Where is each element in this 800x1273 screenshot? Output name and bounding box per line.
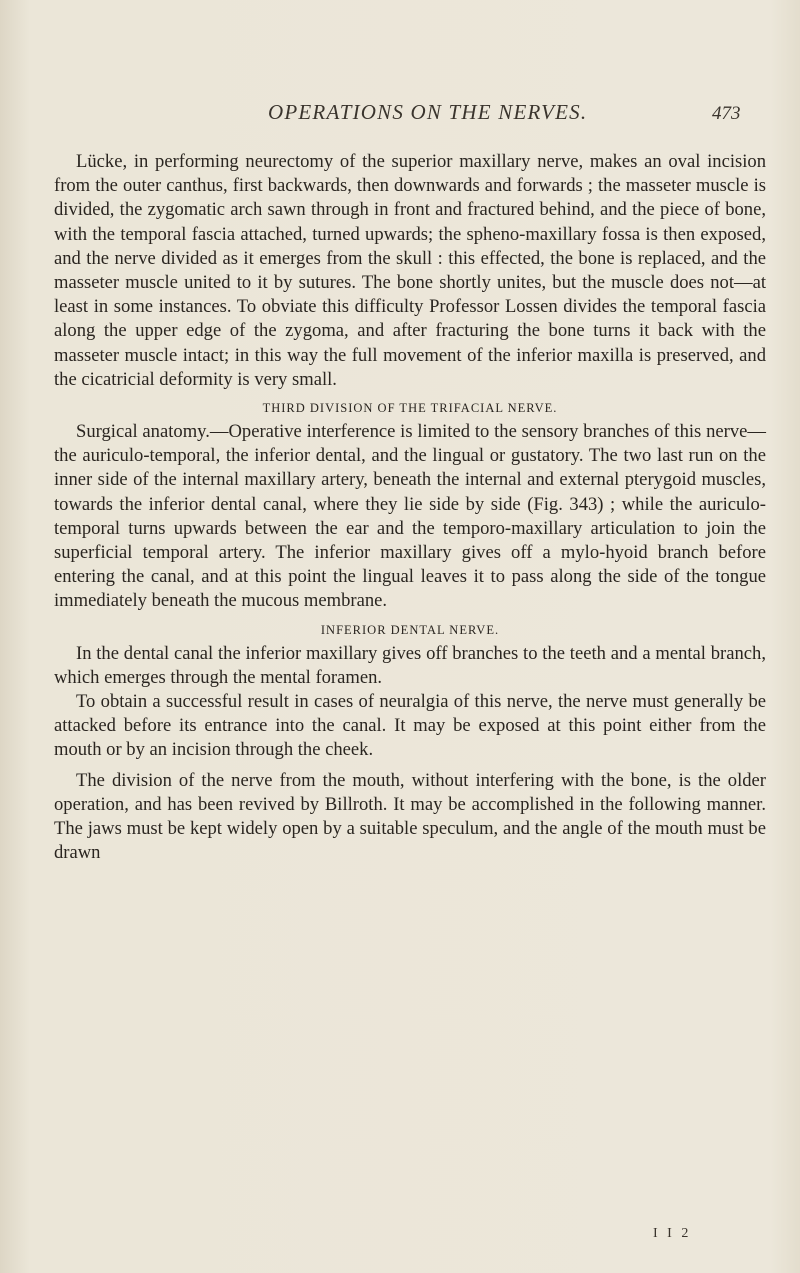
paragraph-lucke-neurectomy: Lücke, in performing neurectomy of the superior maxillary nerve, makes an oval incision from the outer canthus, first backwards, then downwards and forwards ; the masseter muscle is divided, the zygomatic arch sawn through in front and fractured behind, and the piece of bone, with the temporal fascia attached, turned upwards; the spheno-maxillary fossa is then exposed, and the nerve divided as it emerges from the skull : this effected, the bone is replaced, and the masseter muscle united to it by sutures. The bone shortly unites, but the muscle does not—at least in some instances. To obviate this difficulty Professor Lossen divides the temporal fascia along the upper edge of the zygoma, and after fracturing the bone turns it back with the masseter muscle intact; in this way the full movement of the inferior maxilla is preserved, and the cicatricial deformity is very small.: [54, 151, 766, 390]
page-number: 473: [712, 103, 741, 124]
running-title: OPERATIONS ON THE NERVES.: [268, 100, 588, 124]
paragraph-surgical-anatomy: Surgical anatomy.—Operative interference is limited to the sensory branches of this nerve—the auriculo-temporal, the inferior dental, and the lingual or gustatory. The two last run on the inner side of the internal maxillary artery, beneath the internal and external pterygoid muscles, towards the inferior dental canal, where they lie side by side (Fig. 343) ; while the auriculo-temporal turns upwards between the ear and the temporo-maxillary articulation to join the superficial temporal artery. The inferior maxillary gives off a mylo-hyoid branch before entering the canal, and at this point the lingual leaves it to pass along the side of the tongue immediately beneath the mucous membrane.: [54, 421, 766, 612]
signature-mark: I I 2: [653, 1226, 692, 1241]
paragraph-dental-canal: In the dental canal the inferior maxillary gives off branches to the teeth and a mental branch, which emerges through the mental foramen.: [54, 642, 766, 688]
body-text: [54, 150, 766, 865]
section-heading-third-division: THIRD DIVISION OF THE TRIFACIAL NERVE.: [262, 401, 558, 416]
paragraph-neuralgia: To obtain a successful result in cases of neuralgia of this nerve, the nerve must generally be attacked before its entrance into the canal. It may be exposed at this point either from the mouth or by an incision through the cheek.: [54, 691, 766, 761]
section-heading-inferior-dental: INFERIOR DENTAL NERVE.: [320, 622, 500, 637]
page-header: [0, 100, 800, 130]
paragraph-division-from-mouth: The division of the nerve from the mouth, without interfering with the bone, is the older operation, and has been revived by Billroth. It may be accomplished in the following manner. The jaws must be kept widely open by a suitable speculum, and the angle of the mouth must be drawn: [54, 769, 766, 864]
